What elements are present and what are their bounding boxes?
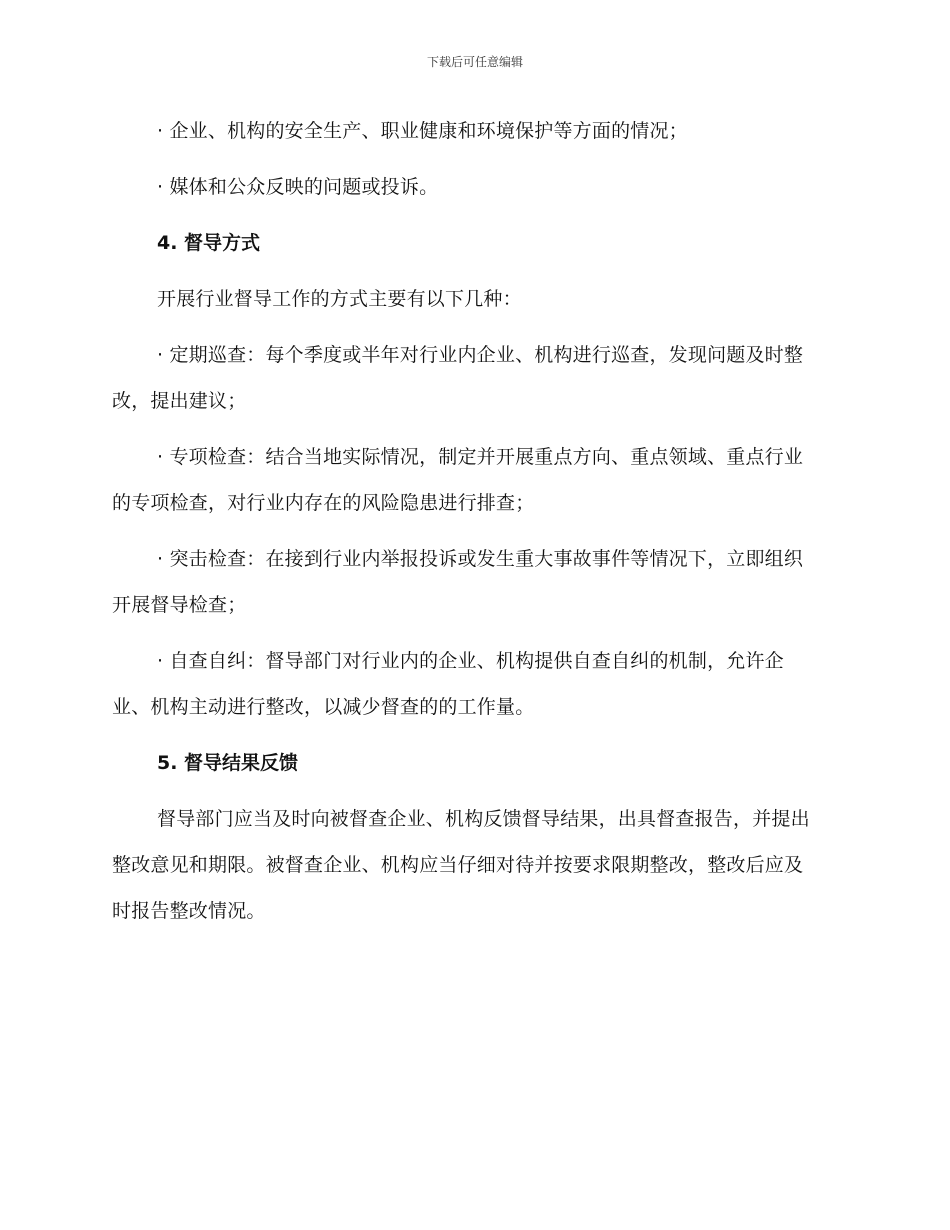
feedback-paragraph: 督导部门应当及时向被督查企业、机构反馈督导结果，出具督查报告，并提出整改意见和期限。被督查企业、机构应当仔细对待并按要求限期整改，整改后应及时报告整改情况。	[112, 808, 810, 922]
section-heading-4: 4. 督导方式	[157, 232, 261, 254]
bullet-regular-inspection: · 定期巡查：每个季度或半年对行业内企业、机构进行巡查，发现问题及时整改，提出建议；	[112, 344, 804, 412]
bullet-media-public-complaints: · 媒体和公众反映的问题或投诉。	[157, 176, 439, 198]
bullet-surprise-inspection: · 突击检查：在接到行业内举报投诉或发生重大事故事件等情况下，立即组织开展督导检查；	[112, 548, 804, 616]
section-heading-5: 5. 督导结果反馈	[157, 752, 299, 774]
page-header: 下载后可任意编辑	[426, 55, 523, 69]
bullet-special-inspection: · 专项检查：结合当地实际情况，制定并开展重点方向、重点领域、重点行业的专项检查，对行业内存在的风险隐患进行排查；	[112, 446, 804, 514]
bullet-safety-health-environment: · 企业、机构的安全生产、职业健康和环境保护等方面的情况；	[157, 120, 688, 142]
intro-supervision-methods: 开展行业督导工作的方式主要有以下几种：	[157, 288, 522, 310]
document-body	[112, 108, 822, 934]
bullet-self-inspection: · 自查自纠：督导部门对行业内的企业、机构提供自查自纠的机制，允许企业、机构主动进行整改，以减少督查的的工作量。	[112, 650, 784, 718]
